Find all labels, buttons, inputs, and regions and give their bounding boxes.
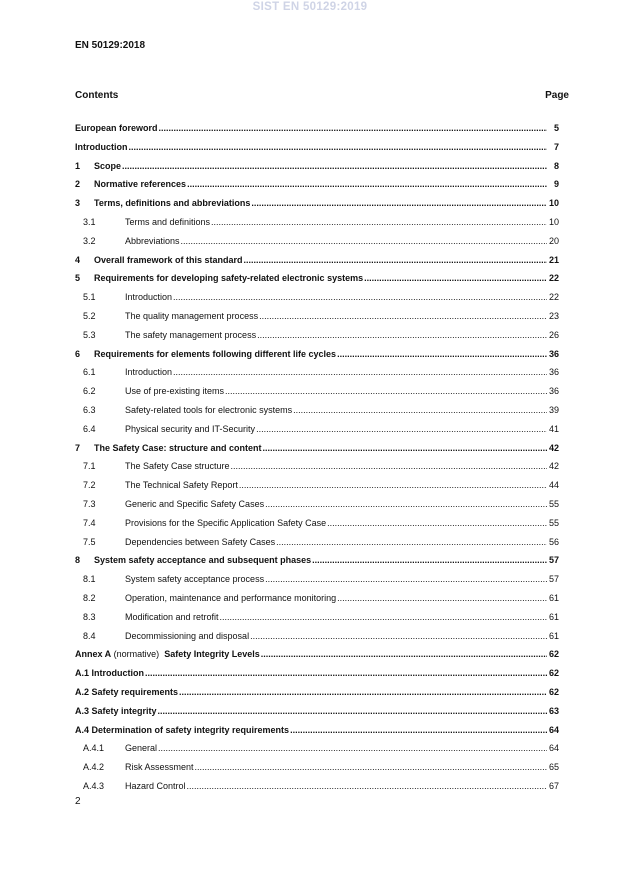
toc-entry[interactable] (75, 758, 559, 777)
document-id: EN 50129:2018 (75, 40, 146, 51)
toc-entry-number: 8.4 (83, 630, 96, 641)
toc-entry-page: 64 (547, 739, 559, 758)
toc-entry-number: 8.2 (83, 592, 96, 603)
toc-entry[interactable] (75, 401, 559, 420)
toc-entry-page: 22 (547, 269, 559, 288)
table-of-contents (75, 119, 559, 796)
toc-entry-title: Terms and definitions ..... (125, 213, 549, 232)
toc-entry-title: General ..... (125, 739, 549, 758)
toc-entry-number: A.4.3 (83, 780, 105, 791)
toc-entry[interactable] (75, 382, 559, 401)
toc-entry-number: 3.1 (83, 216, 96, 227)
toc-entry-number: 5.3 (83, 329, 96, 340)
toc-entry-title: The Safety Case: structure and content ..... (94, 439, 549, 458)
toc-entry-page: 61 (547, 627, 559, 646)
toc-entry-page: 22 (547, 288, 559, 307)
toc-entry-title: Hazard Control ..... (125, 777, 549, 796)
toc-entry-number: 7.1 (83, 461, 96, 472)
watermark: SIST EN 50129:2019 (252, 1, 368, 13)
toc-entry-number: 7.4 (83, 517, 96, 528)
toc-entry[interactable] (75, 269, 559, 288)
toc-entry-page: 42 (547, 439, 559, 458)
toc-entry[interactable] (75, 194, 559, 213)
toc-entry-title: Operation, maintenance and performance monitoring ..... (125, 589, 549, 608)
toc-entry-number: 7.5 (83, 536, 96, 547)
toc-entry-title (75, 645, 549, 664)
toc-entry-title: Abbreviations ..... (125, 232, 549, 251)
toc-entry-number: 6.2 (83, 386, 96, 397)
toc-entry-page: 41 (547, 420, 559, 439)
toc-entry-page: 21 (547, 251, 559, 270)
toc-entry-page: 42 (547, 457, 559, 476)
contents-heading: Contents (75, 90, 119, 101)
toc-entry-title: Physical security and IT-Security ..... (125, 420, 549, 439)
toc-entry-number: A.4.1 (83, 743, 105, 754)
toc-entry-title: The safety management process ..... (125, 326, 549, 345)
toc-entry-title: Introduction ..... (125, 288, 549, 307)
toc-entry-title: The Technical Safety Report ..... (125, 476, 549, 495)
toc-entry-page: 57 (547, 570, 559, 589)
toc-entry-page: 39 (547, 401, 559, 420)
toc-entry[interactable] (75, 326, 559, 345)
toc-entry[interactable] (75, 457, 559, 476)
toc-entry-number: 5 (75, 273, 81, 284)
toc-entry-page: 62 (547, 645, 559, 664)
toc-entry[interactable] (75, 721, 559, 740)
toc-entry-page: 56 (547, 533, 559, 552)
toc-entry[interactable] (75, 551, 559, 570)
toc-entry-title: Generic and Specific Safety Cases ..... (125, 495, 549, 514)
toc-entry-number: 6 (75, 348, 81, 359)
annex-type: (normative) (111, 649, 162, 660)
toc-entry-title: Safety-related tools for electronic systems ..... (125, 401, 549, 420)
toc-entry-page: 9 (547, 175, 559, 194)
toc-entry-number: 8 (75, 555, 81, 566)
toc-entry-page: 64 (547, 721, 559, 740)
toc-entry[interactable] (75, 175, 559, 194)
toc-entry-page: 23 (547, 307, 559, 326)
toc-entry[interactable] (75, 363, 559, 382)
toc-entry-number: 2 (75, 179, 81, 190)
toc-entry-title: European foreword ..... (75, 119, 549, 138)
page-number: 2 (75, 796, 81, 807)
page-column-heading: Page (545, 90, 569, 101)
toc-entry-page: 8 (547, 157, 559, 176)
toc-entry[interactable] (75, 533, 559, 552)
toc-entry-page: 62 (547, 683, 559, 702)
toc-entry[interactable] (75, 589, 559, 608)
toc-entry-page: 5 (547, 119, 559, 138)
toc-entry-title: Normative references ..... (94, 175, 549, 194)
toc-entry-number: 8.1 (83, 574, 96, 585)
toc-entry-number: 6.1 (83, 367, 96, 378)
toc-entry-number: 1 (75, 160, 81, 171)
toc-entry-number: 5.2 (83, 310, 96, 321)
toc-entry-title: Requirements for developing safety-related electronic systems ..... (94, 269, 549, 288)
toc-entry[interactable] (75, 777, 559, 796)
toc-entry-page: 7 (547, 138, 559, 157)
toc-entry-page: 62 (547, 664, 559, 683)
toc-entry-title: Scope ..... (94, 157, 549, 176)
toc-entry-page: 36 (547, 345, 559, 364)
toc-entry[interactable] (75, 119, 559, 138)
toc-entry-page: 20 (547, 232, 559, 251)
toc-entry-page: 36 (547, 382, 559, 401)
toc-entry-title: Overall framework of this standard ..... (94, 251, 549, 270)
toc-entry[interactable] (75, 307, 559, 326)
toc-entry[interactable] (75, 645, 559, 664)
toc-entry[interactable] (75, 157, 559, 176)
toc-entry-page: 61 (547, 608, 559, 627)
toc-entry-title: A.3 Safety integrity ..... (75, 702, 549, 721)
toc-entry[interactable] (75, 514, 559, 533)
toc-entry-page: 67 (547, 777, 559, 796)
toc-entry-page: 61 (547, 589, 559, 608)
toc-entry-number: 7.3 (83, 498, 96, 509)
toc-entry[interactable] (75, 288, 559, 307)
toc-entry-number: A.4.2 (83, 762, 105, 773)
toc-entry-title: Introduction ..... (75, 138, 549, 157)
toc-entry-title: Requirements for elements following different life cycles ..... (94, 345, 549, 364)
toc-entry-title: System safety acceptance and subsequent phases ..... (94, 551, 549, 570)
toc-entry[interactable] (75, 476, 559, 495)
toc-entry-page: 57 (547, 551, 559, 570)
toc-entry-number: 6.4 (83, 423, 96, 434)
toc-entry[interactable] (75, 608, 559, 627)
toc-entry-title: The quality management process ..... (125, 307, 549, 326)
annex-title: Safety Integrity Levels (161, 649, 260, 660)
toc-entry-title: Terms, definitions and abbreviations ..... (94, 194, 549, 213)
toc-entry-number: 3.2 (83, 235, 96, 246)
toc-entry[interactable] (75, 739, 559, 758)
toc-entry-number: 7.2 (83, 480, 96, 491)
toc-entry-title: The Safety Case structure ..... (125, 457, 549, 476)
toc-entry[interactable] (75, 570, 559, 589)
toc-entry[interactable] (75, 495, 559, 514)
toc-entry[interactable] (75, 702, 559, 721)
annex-label: Annex A (75, 649, 112, 660)
toc-entry-title: Risk Assessment ..... (125, 758, 549, 777)
toc-entry-page: 55 (547, 495, 559, 514)
toc-entry-page: 44 (547, 476, 559, 495)
toc-entry-page: 36 (547, 363, 559, 382)
toc-entry-title: A.1 Introduction ..... (75, 664, 549, 683)
toc-entry-title: Dependencies between Safety Cases ..... (125, 533, 549, 552)
toc-entry-title: Use of pre-existing items ..... (125, 382, 549, 401)
toc-entry-page: 65 (547, 758, 559, 777)
toc-entry[interactable] (75, 232, 559, 251)
toc-entry[interactable] (75, 138, 559, 157)
toc-entry[interactable] (75, 683, 559, 702)
toc-entry-number: 7 (75, 442, 81, 453)
toc-entry-page: 55 (547, 514, 559, 533)
toc-entry-number: 8.3 (83, 611, 96, 622)
toc-entry[interactable] (75, 439, 559, 458)
toc-entry-title: A.2 Safety requirements ..... (75, 683, 549, 702)
toc-entry[interactable] (75, 627, 559, 646)
toc-entry-number: 6.3 (83, 404, 96, 415)
toc-entry[interactable] (75, 251, 559, 270)
toc-entry-page: 63 (547, 702, 559, 721)
toc-entry-title: Decommissioning and disposal ..... (125, 627, 549, 646)
toc-entry-title: Provisions for the Specific Application Safety Case ..... (125, 514, 549, 533)
toc-entry[interactable] (75, 420, 559, 439)
toc-entry-number: 5.1 (83, 292, 96, 303)
toc-entry-title: Introduction ..... (125, 363, 549, 382)
toc-entry[interactable] (75, 345, 559, 364)
toc-entry[interactable] (75, 213, 559, 232)
toc-entry-title: System safety acceptance process ..... (125, 570, 549, 589)
toc-entry-title: A.4 Determination of safety integrity requirements ..... (75, 721, 549, 740)
toc-entry-number: 4 (75, 254, 81, 265)
toc-entry-page: 26 (547, 326, 559, 345)
toc-entry-title: Modification and retrofit ..... (125, 608, 549, 627)
toc-entry[interactable] (75, 664, 559, 683)
toc-entry-number: 3 (75, 198, 81, 209)
toc-entry-page: 10 (547, 194, 559, 213)
toc-entry-page: 10 (547, 213, 559, 232)
